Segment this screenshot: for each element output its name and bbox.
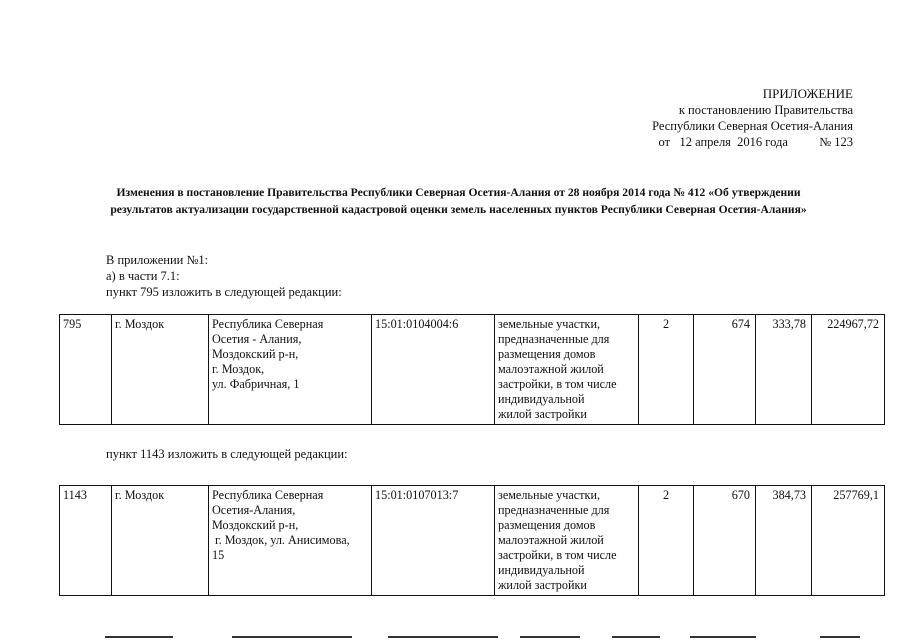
cell-value: 257769,1 xyxy=(812,486,885,596)
appendix-line-1: к постановлению Правительства xyxy=(678,103,853,117)
document-title xyxy=(60,184,857,218)
cell-rate: 384,73 xyxy=(756,486,812,596)
purpose-line: предназначенные для xyxy=(498,332,610,346)
cell-area: 670 xyxy=(694,486,756,596)
address-line: Осетия - Алания, xyxy=(212,332,302,346)
divider xyxy=(612,636,660,638)
appendix-heading: ПРИЛОЖЕНИЕ xyxy=(762,86,853,101)
cell-rate: 333,78 xyxy=(756,315,812,425)
cell-purpose xyxy=(495,486,639,596)
address-line: г. Моздок, ул. Анисимова, xyxy=(212,533,350,547)
cell-group: 2 xyxy=(639,315,694,425)
divider xyxy=(388,636,498,638)
cell-area: 674 xyxy=(694,315,756,425)
intro-line-2: а) в части 7.1: xyxy=(106,269,180,283)
divider xyxy=(520,636,580,638)
cadastral-table-795 xyxy=(59,314,885,425)
cell-locality: г. Моздок xyxy=(112,315,209,425)
address-line: 15 xyxy=(212,548,225,562)
address-line: Республика Северная xyxy=(212,317,324,331)
cell-address xyxy=(209,486,372,596)
purpose-line: размещения домов xyxy=(498,518,596,532)
purpose-line: малоэтажной жилой xyxy=(498,362,604,376)
cell-value: 224967,72 xyxy=(812,315,885,425)
cell-number: 1143 xyxy=(60,486,112,596)
cell-cadastral-number: 15:01:0104004:6 xyxy=(372,315,495,425)
purpose-line: жилой застройки xyxy=(498,407,587,421)
purpose-line: земельные участки, xyxy=(498,317,601,331)
purpose-line: предназначенные для xyxy=(498,503,610,517)
intro-text xyxy=(106,252,342,300)
cell-purpose xyxy=(495,315,639,425)
table-row xyxy=(60,315,885,425)
title-line-1: Изменения в постановление Правительства Республики Северная Осетия-Алания от 28 ноября 2014 года № 412 «Об утверждении xyxy=(116,186,801,199)
purpose-line: жилой застройки xyxy=(498,578,587,592)
title-line-2: результатов актуализации государственной кадастровой оценки земель населенных пунктов Республики Северная Осетия-Алания» xyxy=(110,203,807,216)
purpose-line: малоэтажной жилой xyxy=(498,533,604,547)
appendix-date-line xyxy=(652,134,853,150)
second-point-label: пункт 1143 изложить в следующей редакции: xyxy=(106,447,348,461)
next-table-top-edge xyxy=(0,636,905,640)
appendix-header xyxy=(652,86,853,150)
cell-number: 795 xyxy=(60,315,112,425)
purpose-line: индивидуальной xyxy=(498,563,585,577)
purpose-line: индивидуальной xyxy=(498,392,585,406)
cell-cadastral-number: 15:01:0107013:7 xyxy=(372,486,495,596)
address-line: Осетия-Алания, xyxy=(212,503,296,517)
address-line: Моздокский р-н, xyxy=(212,347,299,361)
table-row xyxy=(60,486,885,596)
address-line: ул. Фабричная, 1 xyxy=(212,377,300,391)
divider xyxy=(690,636,756,638)
cell-address xyxy=(209,315,372,425)
appendix-date-prefix: от xyxy=(658,135,671,149)
divider xyxy=(820,636,860,638)
cell-locality: г. Моздок xyxy=(112,486,209,596)
purpose-line: застройки, в том числе xyxy=(498,548,617,562)
address-line: г. Моздок, xyxy=(212,362,265,376)
purpose-line: размещения домов xyxy=(498,347,596,361)
cadastral-table-1143 xyxy=(59,485,885,596)
purpose-line: застройки, в том числе xyxy=(498,377,617,391)
intro-line-3: пункт 795 изложить в следующей редакции: xyxy=(106,285,342,299)
divider xyxy=(105,636,173,638)
cell-group: 2 xyxy=(639,486,694,596)
appendix-line-2: Республики Северная Осетия-Алания xyxy=(652,119,853,133)
divider xyxy=(232,636,352,638)
address-line: Республика Северная xyxy=(212,488,324,502)
appendix-date: 12 апреля 2016 года xyxy=(679,135,788,149)
intro-line-1: В приложении №1: xyxy=(106,253,209,267)
purpose-line: земельные участки, xyxy=(498,488,601,502)
appendix-number: № 123 xyxy=(819,135,853,149)
address-line: Моздокский р-н, xyxy=(212,518,299,532)
